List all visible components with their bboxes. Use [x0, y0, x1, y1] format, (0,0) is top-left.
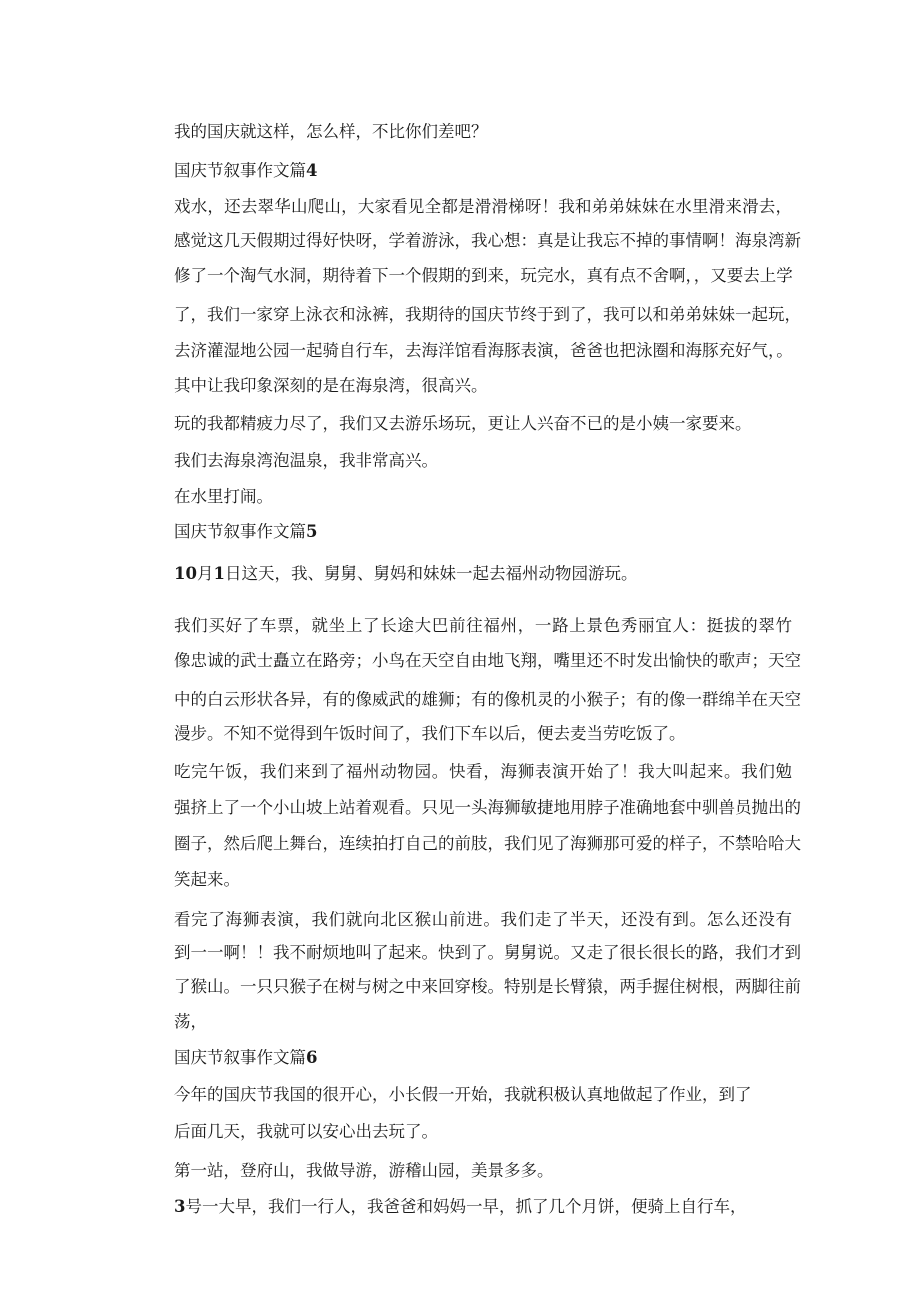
paragraph-line: 吃完午饭，我们来到了福州动物园。快看，海狮表演开始了！我大叫起来。我们勉: [174, 762, 792, 781]
paragraph-line: 修了一个淘气水洞，期待着下一个假期的到来，玩完水，真有点不舍啊，，又要去上学: [174, 266, 793, 285]
paragraph-line: 了猴山。一只只猴子在树与树之中来回穿梭。特别是长臂猿，两手握住树根，两脚往前: [174, 977, 801, 996]
paragraph-line: 圈子，然后爬上舞台，连续拍打自己的前肢，我们见了海狮那可爱的样子，不禁哈哈大: [174, 834, 801, 853]
paragraph-line: 到一一啊！！我不耐烦地叫了起来。快到了。舅舅说。又走了很长很长的路，我们才到: [174, 943, 801, 962]
paragraph: 玩的我都精疲力尽了，我们又去游乐场玩，更让人兴奋不已的是小姨一家要来。: [174, 414, 752, 433]
paragraph: 10月1日这天，我、舅舅、舅妈和妹妹一起去福州动物园游玩。: [174, 564, 638, 583]
paragraph: 在水里打闹。: [174, 487, 273, 506]
section-heading-6: 国庆节叙事作文篇6: [174, 1048, 318, 1067]
paragraph-line: 今年的国庆节我国的很开心，小长假一开始，我就积极认真地做起了作业，到了: [174, 1085, 752, 1104]
paragraph-line: 强挤上了一个小山坡上站着观看。只见一头海狮敏捷地用脖子准确地套中驯兽员抛出的: [174, 798, 801, 817]
section-heading-5: 国庆节叙事作文篇5: [174, 522, 318, 541]
paragraph-line: 漫步。不知不觉得到午饭时间了，我们下车以后，便去麦当劳吃饭了。: [174, 724, 686, 743]
paragraph: 我的国庆就这样，怎么样，不比你们差吧？: [174, 122, 488, 141]
paragraph-line: 笑起来。: [174, 870, 240, 889]
paragraph-line: 荡，: [174, 1012, 207, 1031]
paragraph-line: 看完了海狮表演，我们就向北区猴山前进。我们走了半天，还没有到。怎么还没有: [174, 910, 792, 929]
paragraph: 第一站，登府山，我做导游，游稽山园，美景多多。: [174, 1161, 554, 1180]
paragraph: 其中让我印象深刻的是在海泉湾，很高兴。: [174, 376, 488, 395]
section-heading-4: 国庆节叙事作文篇4: [174, 161, 318, 180]
paragraph-line: 中的白云形状各异，有的像威武的雄狮；有的像机灵的小猴子；有的像一群绵羊在天空: [174, 690, 801, 709]
paragraph-line: 去济灌湿地公园一起骑自行车，去海洋馆看海豚表演，爸爸也把泳圈和海豚充好气，。: [174, 341, 793, 360]
paragraph-line: 感觉这几天假期过得好快呀，学着游泳，我心想：真是让我忘不掉的事情啊！海泉湾新: [174, 231, 801, 250]
paragraph: 我们去海泉湾泡温泉，我非常高兴。: [174, 451, 438, 470]
paragraph-line: 戏水，还去翠华山爬山，大家看见全都是滑滑梯呀！我和弟弟妹妹在水里滑来滑去，: [174, 197, 792, 216]
paragraph-line: 我们买好了车票，就坐上了长途大巴前往福州，一路上景色秀丽宜人：挺拔的翠竹: [174, 616, 792, 635]
paragraph-line: 像忠诚的武士矗立在路旁；小鸟在天空自由地飞翔，嘴里还不时发出愉快的歌声；天空: [174, 651, 801, 670]
paragraph-line: 了，我们一家穿上泳衣和泳裤，我期待的国庆节终于到了，我可以和弟弟妹妹一起玩，: [174, 305, 801, 324]
paragraph: 3号一大早，我们一行人，我爸爸和妈妈一早，抓了几个月饼，便骑上自行车，: [174, 1197, 747, 1216]
paragraph-line: 后面几天，我就可以安心出去玩了。: [174, 1122, 438, 1141]
